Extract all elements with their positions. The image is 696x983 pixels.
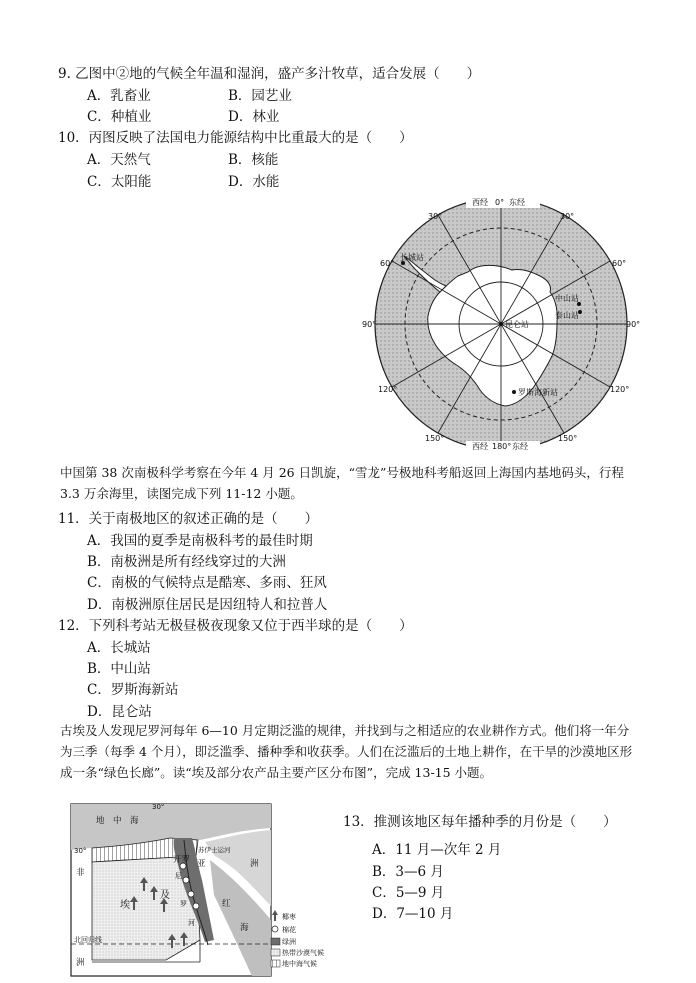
q11-stem: 11．关于南极地区的叙述正确的是（ ） xyxy=(58,511,319,527)
egypt-label-cairo: 开罗 xyxy=(173,855,191,865)
label-60-left: 60° xyxy=(380,259,395,268)
label-30-right: 30° xyxy=(560,212,575,221)
legend-mediterranean: 地中海气候 xyxy=(282,960,317,968)
label-120-right: 120° xyxy=(610,385,630,394)
q10-option-a: A．天然气 xyxy=(87,152,151,168)
label-bottom-east: 东经 xyxy=(512,442,528,451)
egypt-label-lat30: 30° xyxy=(74,847,87,855)
q10-option-b: B．核能 xyxy=(228,152,279,168)
station-kunlun: 昆仑站 xyxy=(505,320,529,329)
egypt-label-suez: 苏伊士运河 xyxy=(198,846,231,854)
q13-option-d: D．7—10 月 xyxy=(372,906,454,922)
station-taishan: 泰山站 xyxy=(555,311,579,320)
q10-stem: 10．丙图反映了法国电力能源结构中比重最大的是（ ） xyxy=(58,130,413,146)
q9-option-a: A．乳畜业 xyxy=(87,88,151,104)
q10-option-c: C．太阳能 xyxy=(87,174,152,190)
egypt-label-asia: 亚 xyxy=(197,859,206,869)
egypt-label-tropic: 北回归线 xyxy=(74,936,102,944)
label-90-right: 90° xyxy=(626,320,641,329)
station-luosihai: 罗斯海新站 xyxy=(518,388,558,397)
label-top-west: 西经 xyxy=(472,198,488,207)
station-changcheng: 长城站 xyxy=(400,253,424,262)
antarctic-map xyxy=(362,190,654,452)
q10-option-d: D．水能 xyxy=(228,174,280,190)
label-60-right: 60° xyxy=(612,259,627,268)
egypt-label-zhou-left: 洲 xyxy=(76,958,85,968)
station-zhongshan: 中山站 xyxy=(555,294,579,303)
egypt-label-nile1: 尼 xyxy=(175,872,182,880)
label-120-left: 120° xyxy=(378,385,398,394)
egypt-map xyxy=(70,803,344,980)
q9-stem: 9. 乙图中②地的气候全年温和湿润，盛产多汁牧草，适合发展（ ） xyxy=(58,66,481,82)
label-bottom-180: 180° xyxy=(492,442,512,451)
label-150-left: 150° xyxy=(425,434,445,443)
q13-stem: 13．推测该地区每年播种季的月份是（ ） xyxy=(343,814,617,830)
q12-option-d: D．昆仑站 xyxy=(87,704,152,720)
q11-option-a: A．我国的夏季是南极科考的最佳时期 xyxy=(87,533,313,549)
q12-option-b: B．中山站 xyxy=(87,661,151,677)
station-dot-kunlun xyxy=(499,322,503,326)
q11-option-b: B．南极洲是所有经线穿过的大洲 xyxy=(87,554,286,570)
egypt-label-zhou-right: 洲 xyxy=(250,859,259,869)
legend-oasis: 绿洲 xyxy=(282,938,296,946)
egypt-label-africa: 非 xyxy=(76,868,85,878)
label-bottom-west: 西经 xyxy=(472,442,488,451)
egypt-label-lon30: 30° xyxy=(152,803,165,811)
q13-option-a: A．11 月—次年 2 月 xyxy=(372,842,502,858)
q11-option-d: D．南极洲原住居民是因纽特人和拉普人 xyxy=(87,597,328,613)
egypt-label-nile3: 河 xyxy=(188,919,195,927)
passage-egypt: 古埃及人发现尼罗河每年 6—10 月定期泛滥的规律，并找到与之相适应的农业耕作方式。他们将一年分为三季（每季 4 个月），即泛滥季、播种季和收获季。人们在泛滥后的土地上耕作，在干旱的沙漠地区形成一条“绿色长廊”。读“埃及部分农产品主要产区分布图”，完成 13-15 小题。 xyxy=(60,723,633,780)
egypt-legend xyxy=(271,910,324,968)
legend-dates: 椰枣 xyxy=(282,913,296,921)
q9-option-b: B．园艺业 xyxy=(228,88,292,104)
label-top-zero: 0° xyxy=(495,198,505,207)
egypt-label-sea: 地 中 海 xyxy=(96,816,139,826)
label-30-left: 30° xyxy=(428,212,443,221)
q12-option-a: A．长城站 xyxy=(87,640,151,656)
egypt-label-nile2: 罗 xyxy=(180,900,187,908)
egypt-label-red1: 红 xyxy=(222,899,231,909)
station-dot-luosihai xyxy=(512,390,516,394)
q12-option-c: C．罗斯海新站 xyxy=(87,682,179,698)
q12-stem: 12．下列科考站无极昼极夜现象又位于西半球的是（ ） xyxy=(58,618,413,634)
q13-option-c: C．5—9 月 xyxy=(372,885,445,901)
label-top-east: 东经 xyxy=(509,198,525,207)
q9-option-d: D．林业 xyxy=(228,109,280,125)
egypt-label-red2: 海 xyxy=(240,923,249,933)
q9-option-c: C．种植业 xyxy=(87,109,152,125)
q13-option-b: B．3—6 月 xyxy=(372,864,444,880)
legend-desert: 热带沙漠气候 xyxy=(282,949,324,957)
egypt-label-egypt2: 及 xyxy=(160,890,170,901)
legend-cotton: 棉花 xyxy=(282,926,296,934)
passage-antarctic: 中国第 38 次南极科学考察在今年 4 月 26 日凯旋，“雪龙”号极地科考船返回上海国内基地码头，行程 3.3 万余海里，读图完成下列 11-12 小题。 xyxy=(60,465,624,501)
label-150-right: 150° xyxy=(558,434,578,443)
label-90-left: 90° xyxy=(362,320,377,329)
egypt-label-egypt1: 埃 xyxy=(120,900,130,911)
q11-option-c: C．南极的气候特点是酷寒、多雨、狂风 xyxy=(87,575,327,591)
